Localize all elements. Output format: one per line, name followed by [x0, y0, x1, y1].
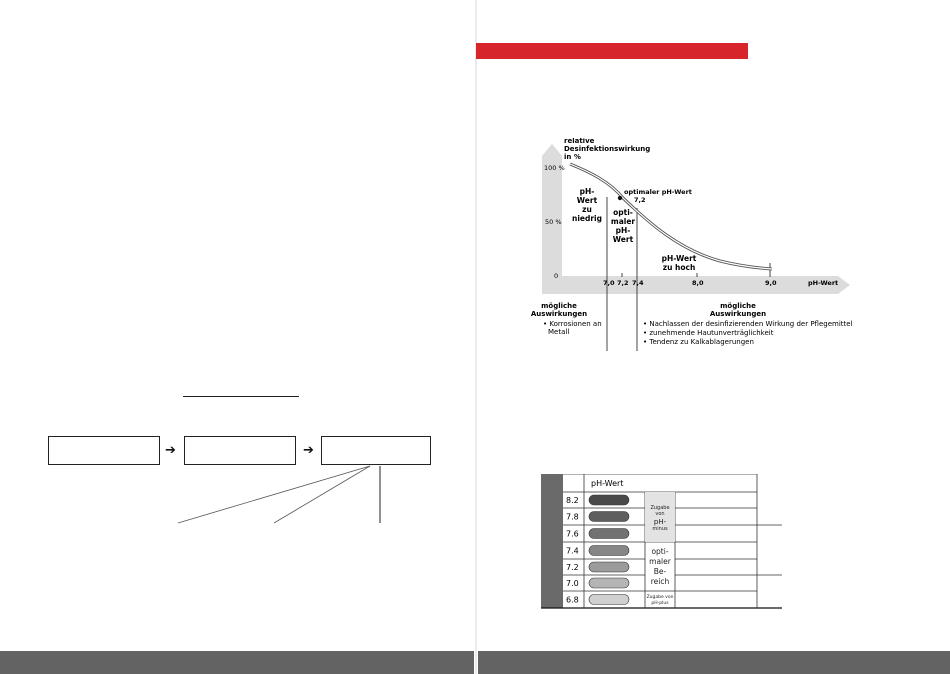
plus-label-1: Zugabe von	[646, 595, 674, 600]
effects-right-title-1: mögliche	[720, 302, 756, 310]
ph-color-swatch	[589, 512, 629, 522]
plus-label-2: pH-plus	[651, 601, 669, 606]
optimal-range-4: reich	[650, 577, 670, 586]
minus-label-3: pH-	[653, 518, 667, 526]
table-header: pH-Wert	[591, 479, 624, 488]
ph-color-swatch	[589, 562, 629, 572]
y-tick-0: 0	[554, 272, 559, 280]
ph-color-swatch	[589, 546, 629, 556]
ph-row-value: 7.8	[566, 512, 579, 522]
minus-label-4: minus	[652, 526, 668, 532]
ph-row-value: 7.4	[566, 546, 579, 556]
zone-high-2: zu hoch	[662, 263, 696, 272]
effects-right-item-3: • Tendenz zu Kalkablagerungen	[643, 338, 754, 346]
ph-color-swatch	[589, 595, 629, 605]
ph-row-value: 7.6	[566, 529, 579, 539]
zone-low-2: Wert	[576, 196, 598, 205]
page-gutter	[475, 0, 477, 674]
effects-left-item-2: Metall	[548, 328, 570, 336]
zone-low-3: zu	[582, 205, 592, 214]
optimal-range-3: Be-	[653, 567, 667, 576]
flow-connector-lines	[0, 0, 475, 540]
optimal-range-1: opti-	[651, 547, 669, 556]
flow-arrow-2: ➔	[303, 443, 314, 458]
ph-row-value: 7.0	[566, 579, 579, 588]
flow-arrow-1: ➔	[165, 443, 176, 458]
optimal-range-2: maler	[649, 557, 671, 566]
x-tick-8-0: 8,0	[692, 279, 704, 287]
y-axis-title-2: Desinfektionswirkung	[564, 145, 651, 153]
footer-bar-right	[478, 651, 950, 674]
y-axis-title-1: relative	[564, 138, 595, 145]
zone-high-1: pH-Wert	[661, 254, 697, 263]
optimal-point-marker	[618, 196, 622, 200]
effects-right-title-2: Auswirkungen	[709, 310, 767, 318]
x-tick-7-0: 7,0	[603, 279, 615, 287]
ph-row-value: 7.2	[566, 563, 579, 572]
optimal-label-1: optimaler pH-Wert	[624, 188, 692, 196]
ph-row-value: 8.2	[566, 496, 579, 505]
zone-opt-2: maler	[610, 217, 636, 226]
effects-left-title-2: Auswirkungen	[530, 310, 588, 318]
footer-bar-left	[0, 651, 474, 674]
ph-color-swatch	[589, 578, 629, 588]
accent-heading-bar	[476, 43, 748, 59]
zone-opt-1: opti-	[613, 208, 633, 217]
x-axis-label: pH-Wert	[808, 279, 839, 287]
ph-color-swatch	[589, 495, 629, 505]
ph-disinfection-chart	[520, 138, 860, 354]
zone-opt-4: Wert	[612, 235, 634, 244]
effects-right-item-1: • Nachlassen der desinfizierenden Wirkung der Pflegemittel	[643, 320, 853, 328]
y-tick-100: 100 %	[544, 164, 565, 172]
table-side-band	[541, 474, 563, 608]
y-axis-title-3: in %	[564, 153, 581, 161]
effects-left-title-1: mögliche	[541, 302, 577, 310]
effects-right-item-2: • zunehmende Hautunverträglichkeit	[643, 329, 774, 337]
ph-row-value: 6.8	[566, 595, 579, 605]
optimal-label-2: 7,2	[634, 196, 646, 204]
x-tick-9-0: 9,0	[765, 279, 777, 287]
effects-left-item-1: • Korrosionen an	[543, 320, 602, 328]
minus-label-1: Zugabe	[650, 505, 670, 511]
x-tick-7-2: 7,2	[617, 279, 629, 287]
minus-label-2: von	[655, 511, 665, 517]
y-tick-50: 50 %	[545, 218, 562, 226]
ph-value-table	[541, 474, 785, 610]
zone-low-4: niedrig	[571, 214, 603, 223]
zone-low-1: pH-	[579, 187, 595, 196]
ph-color-swatch	[589, 529, 629, 539]
x-tick-7-4: 7,4	[632, 279, 644, 287]
zone-opt-3: pH-	[615, 226, 631, 235]
